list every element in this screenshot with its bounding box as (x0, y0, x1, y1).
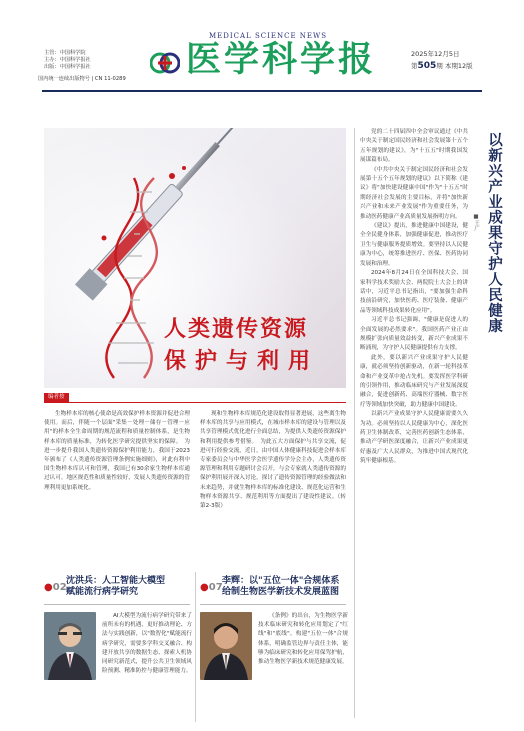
lead-column-2 (200, 410, 346, 511)
masthead-rule (42, 90, 482, 92)
teaser-card-2-title-line1: 李辉：以"五位一体"合规体系 (222, 576, 340, 586)
commentary-paragraph: 此外，要以新兴产业成果守护人民健康，就必须坚持创新驱动，在新一轮科技革命和产业变革中抢占先机。要发挥医学科研的引领作用，推动临床研究与产业发展深度融合，促进创新药、高端医疗器械、数字医疗等领域加快突破，助力健康中国建设。 (360, 354, 468, 408)
issue-suffix: 期 (436, 62, 443, 70)
teaser-card-1-title-line1: 沈洪兵：人工智能大模型 (66, 576, 166, 586)
commentary-paragraph: 2024年8月24日在全国科技大会、国家科学技术奖励大会、两院院士大会上的讲话中，习近平总书记指出，"要加强生命科技前沿研究，加快医药、医疗装备、健康产品等领域科技成果转化应用"。 (360, 270, 468, 314)
issue-number: 505 (417, 61, 437, 71)
commentary-author: ■王广 (473, 214, 479, 231)
teaser-card-2-title-line2: 给制生物医学新技术发展蓝图 (222, 587, 340, 597)
teaser-card-1-body: AI大模型为流行病学研究带来了前所未有的机遇，更好推动理论、方法与实践创新，以"数智化"赋能流行病学研究，需要多学科交叉融合、构建开放共享的数据生态、探索人机协同研究新范式，提升公共卫生领域风险预测、精准防控与健康管理能力。 (102, 613, 192, 675)
teaser-card-1-page: ●02 (44, 582, 67, 593)
publisher-text: 出版：中国科学报社 (44, 64, 91, 70)
commentary-headline: 以新兴产业成果守护人民健康 (486, 132, 502, 334)
issue-date: 2025年12月5日 (411, 50, 460, 58)
teaser-card-2-header[interactable] (200, 572, 350, 600)
column-divider (354, 128, 355, 718)
hero-headline-line2: 保护与利用 (164, 349, 320, 374)
teaser-card-2-portrait (200, 612, 252, 680)
editors-note-tag: 编者按 (44, 393, 69, 402)
teaser-card-1-title-line2: 赋能流行病学研究 (66, 587, 139, 597)
title-english: MEDICAL SCIENCE NEWS (209, 32, 328, 40)
hero-headline (164, 314, 319, 378)
lead-column-2-text: 现和生物样本库规范化建设取得显著进展，这些离生物样本库的共享与应用模式，在城市样本库的建设与管理以及共享管理模式优化进行全面总结，为提供人类遗传资源保护和利用提供参考借鉴。 为此五大方面保护与共享交流，促进可行经验交流，近日，由中国人体健康科技促进会样本库专家委员会与中华医学会医学遗传学分会主办，人类遗传资源管理和利用专题研讨会召开，与会专家就人类遗传资源的保护利用展开深入讨论，探讨了遗传资源管理的经验做法和未来趋势，并就生物样本库的标准化建设、规范化运营和生物样本资源共享、规范利用等方面提出了建设性建议。 (200, 411, 346, 500)
lead-continue-note: （转第2-3版） (200, 493, 346, 510)
issue-prefix: 第 (411, 62, 418, 70)
teaser-card-2-title (222, 576, 352, 598)
commentary-paragraph: 习近平总书记强调，"健康是促进人的全面发展的必然要求"。我国医药产业正由规模扩张向质量效益转变，新兴产业成果不断涌现，为守护人民健康提供有力支撑。 (360, 317, 468, 352)
portrait-man-1 (44, 612, 96, 680)
teaser-card-2-page: ●07 (200, 582, 223, 593)
title-chinese: 医学科学报 (186, 39, 377, 80)
teaser-card-1-page-number: 02 (52, 582, 67, 593)
commentary-paragraph: 党的二十四届四中全会审议通过《中共中央关于制定国民经济和社会发展第十五个五年规划的建议》，为"十五五"时期我国发展谋篇布局。 (360, 129, 468, 164)
teaser-divider (195, 572, 196, 722)
issue-info (411, 48, 473, 72)
teaser-card-2-body: 《条例》的出台，为生物医学新技术临床研究和转化应用划定了"红线"和"底线"。构建"五位一体"合规体系，明确监管边界与责任主体，能够为临床研究和转化应用保驾护航，推动生物医学新技术规范健康发展。 (258, 613, 348, 666)
teaser-card-1-title (66, 576, 194, 598)
portrait-man-2 (200, 612, 252, 680)
newspaper-logo-icon (150, 48, 180, 78)
issue-number-line (411, 60, 473, 72)
commentary-paragraph: 《建议》提出，推进健康中国建设，健全全民健身体系，加强健康促进，推动医疗卫生与健康服务提质增效。要坚持以人民健康为中心，统筹推进医疗、医保、医药协同发展和治理。 (360, 223, 468, 267)
sponsor-text: 主管：中国科学院 (44, 50, 86, 56)
teaser-card-2-page-number: 07 (208, 582, 223, 593)
teaser-band (44, 572, 346, 722)
hero-image (44, 128, 346, 388)
editors-note-rule (44, 402, 346, 403)
commentary-body (360, 128, 468, 467)
commentary-paragraph: 《中共中央关于制定国民经济和社会发展第十五个五年规划的建议》以下简称《建议》将"加快建设健康中国"作为"十五五"时期经济社会发展的主要目标，并将"加快新兴产业和未来产业发展"作为重要任务，为推动医药健康产业高质量发展指明方向。 (360, 166, 468, 220)
commentary-paragraph: 以新兴产业成果守护人民健康需要久久为功。必须坚持以人民健康为中心，深化医药卫生体制改革，完善医药创新生态体系，推动产学研医深度融合，让新兴产业成果更好惠及广大人民群众，为推进中国式现代化筑牢健康根基。 (360, 411, 468, 465)
teaser-card-1-rule (44, 604, 190, 605)
page-count: 本期12版 (444, 62, 473, 70)
publisher-info (38, 50, 126, 82)
teaser-card-1-portrait (44, 612, 96, 680)
issn-text: 国内统一连续出版物号 | CN 11-0289 (38, 76, 126, 82)
lead-column-1: 生物样本库的核心使命是高效保护样本资源并促进合理使用。而后，伴随一个层面"采集－处理－储存－管理－应用"的样本全生命周期的规范流程和质量控制体系，是生物样本库的质量标准，为转化医学研究提供坚实的保障。 为进一步提升我国人类遗传资源保护利用能力，我国于2023年颁布了《人类遗传资源管理条例实施细则》，对此有利中国生物样本库认可和管理，我国已有30余家生物样本库通过认可。地区规范性和质量性较好，发展人类遗传资源的管理利用更加系统化。 (44, 411, 190, 491)
hero-headline-line1: 人类遗传资源 (164, 317, 309, 342)
teaser-card-1-header[interactable] (44, 572, 194, 600)
teaser-card-2-rule (200, 604, 346, 605)
host-text: 主办：中国科学报社 (44, 57, 91, 63)
masthead (0, 0, 524, 92)
